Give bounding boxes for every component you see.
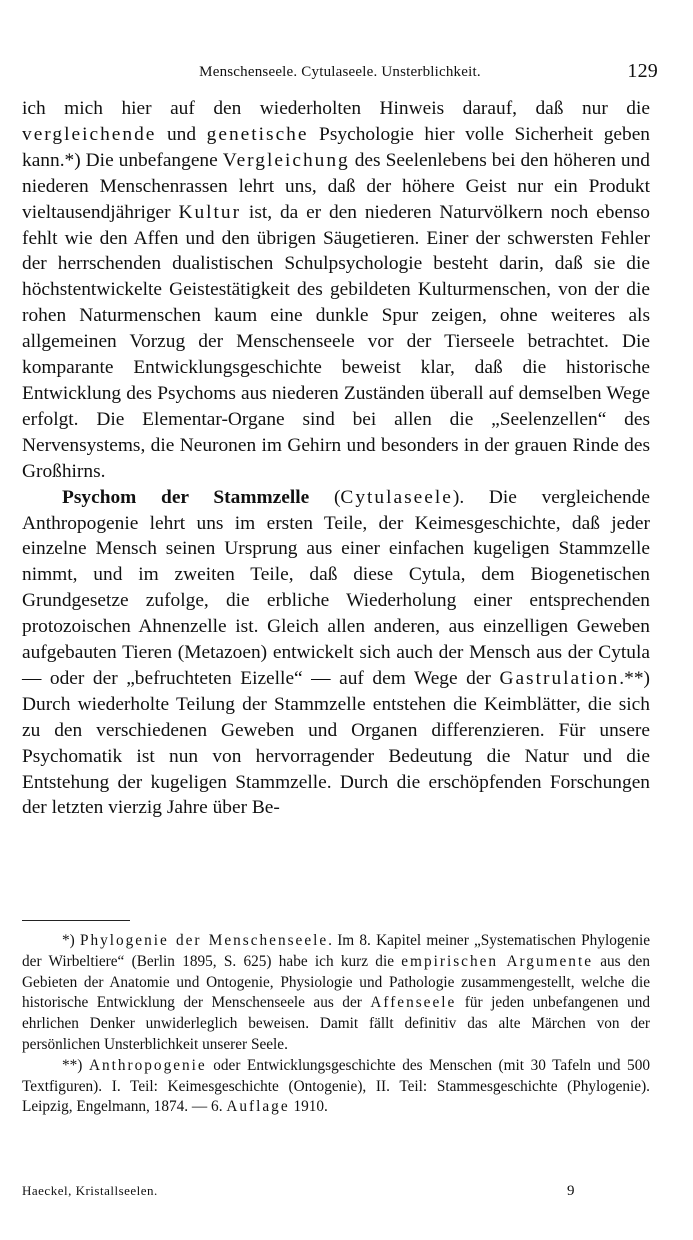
spaced-term: Auflage	[226, 1098, 290, 1116]
signature-label: Haeckel, Kristallseelen.	[22, 1183, 158, 1198]
footnote-divider	[22, 920, 130, 921]
spaced-term: Phylogenie der Menschenseele	[79, 932, 329, 949]
spaced-term: Anthropogenie	[88, 1056, 207, 1074]
footnote-mark: **)	[62, 1056, 89, 1074]
footnotes	[22, 931, 650, 1118]
text-run: ich mich hier auf den wiederholten Hinweis darauf, daß nur die	[22, 98, 650, 119]
printer-signature	[22, 1183, 582, 1205]
text-run: oder Entwicklungsgeschichte des Menschen (mit 30 Tafeln und 500 Textfiguren). I. Teil: Keimesgeschichte (Ontogenie), II. Teil: Stammesgeschichte (Phylogenie). Leipzig, Engelmann, 1874. — 6.	[22, 1056, 650, 1116]
text-run: des Seelenlebens bei den höheren und niederen Menschenrassen lehrt uns, daß der höhere Geist nur ein Produkt vieltausendjähriger	[22, 149, 650, 223]
running-title: Menschenseele. Cytulaseele. Unsterblichkeit.	[199, 64, 481, 80]
spaced-term: empirischen Argumente	[401, 952, 593, 970]
spaced-term: Kultur	[178, 201, 242, 223]
spaced-term: Gastrulation	[499, 667, 620, 689]
text-run: ist, da er den niederen Naturvölkern noch ebenso fehlt wie den Affen und den übrigen Säugetieren. Einer der schwersten Fehler der herrschenden dualistischen Schulpsychologie besteht darin, daß sie die höchstentwickelte Geistestätigkeit des gebildeten Kulturmenschen, von der die rohen Naturmenschen kaum eine dunkle Spur zeigen, ohne weiteres als allgemeinen Vorzug der Menschenseele vor der Tierseele betrachtet. Die komparante Entwicklungsgeschichte beweist klar, daß die historische Entwicklung des Psychoms aus niederen Zuständen überall auf demselben Wege erfolgt. Die Elementar-Organe sind bei allen die „Seelenzellen“ des Nervensystems, die Neuronen im Gehirn und besonders in der grauen Rinde des Großhirns.	[22, 201, 651, 482]
paragraph-2	[22, 485, 650, 822]
text-run: und	[156, 123, 207, 145]
spaced-term: vergleichende	[22, 123, 157, 145]
paragraph-1	[22, 96, 650, 485]
text-run: Psychologie hier volle Sicherheit geben kann.*) Die unbefangene	[22, 123, 650, 171]
text-run: 1910.	[289, 1098, 328, 1116]
spaced-term: Cytulaseele	[340, 486, 453, 508]
spaced-term: Affenseele	[370, 994, 457, 1012]
page-number: 129	[627, 60, 658, 82]
section-heading: Psychom der Stammzelle	[62, 486, 310, 508]
footnote-2	[22, 1056, 650, 1118]
text-run: für jeden unbefangenen und ehrlichen Denker unwiderleglich beweisen. Damit fällt definitiv das alte Märchen von der persönlichen Unsterblichkeit unserer Seele.	[22, 994, 650, 1053]
text-run: . Im 8. Kapitel meiner „Systematischen Phylogenie der Wirbeltiere“ (Berlin 1895, S. 625) habe ich kurz die	[22, 932, 650, 970]
spaced-term: Vergleichung	[222, 149, 350, 171]
text-run: ). Die vergleichende Anthropogenie lehrt uns im ersten Teile, der Keimesgeschichte, daß jeder einzelne Mensch seinen Ursprung aus einer einfachen kugeligen Stammzelle nimmt, und im zweiten Teile, daß diese Cytula, dem Biogenetischen Grundgesetze zufolge, die erbliche Wiederholung einer entsprechenden protozoischen Ahnenzelle ist. Gleich allen anderen, aus einzelligen Geweben aufgebauten Tieren (Metazoen) entwickelt sich auch der Mensch aus der Cytula — oder der „befruchteten Eizelle“ — auf dem Wege der	[22, 486, 650, 689]
footnote-mark: *)	[62, 932, 80, 949]
text-run: (	[309, 486, 341, 508]
text-run: aus den Gebieten der Anatomie und Ontogenie, Physiologie und Pathologie zusammengestellt, welche die historische Entwicklung der Menschenseele aus der	[22, 952, 650, 1012]
running-head	[22, 60, 658, 86]
footnote-1	[22, 931, 650, 1056]
body-text	[22, 96, 650, 821]
spaced-term: genetische	[206, 123, 309, 145]
text-run: .**) Durch wiederholte Teilung der Stammzelle entstehen die Keimblätter, die sich zu den verschiedenen Geweben und Organen differenzieren. Für unsere Psychomatik ist nun von hervorragender Bedeutung die Natur und die Entstehung der kugeligen Stammzelle. Durch die erschöpfenden Forschungen der letzten vierzig Jahre über Be-	[22, 667, 650, 819]
signature-number: 9	[567, 1183, 575, 1199]
